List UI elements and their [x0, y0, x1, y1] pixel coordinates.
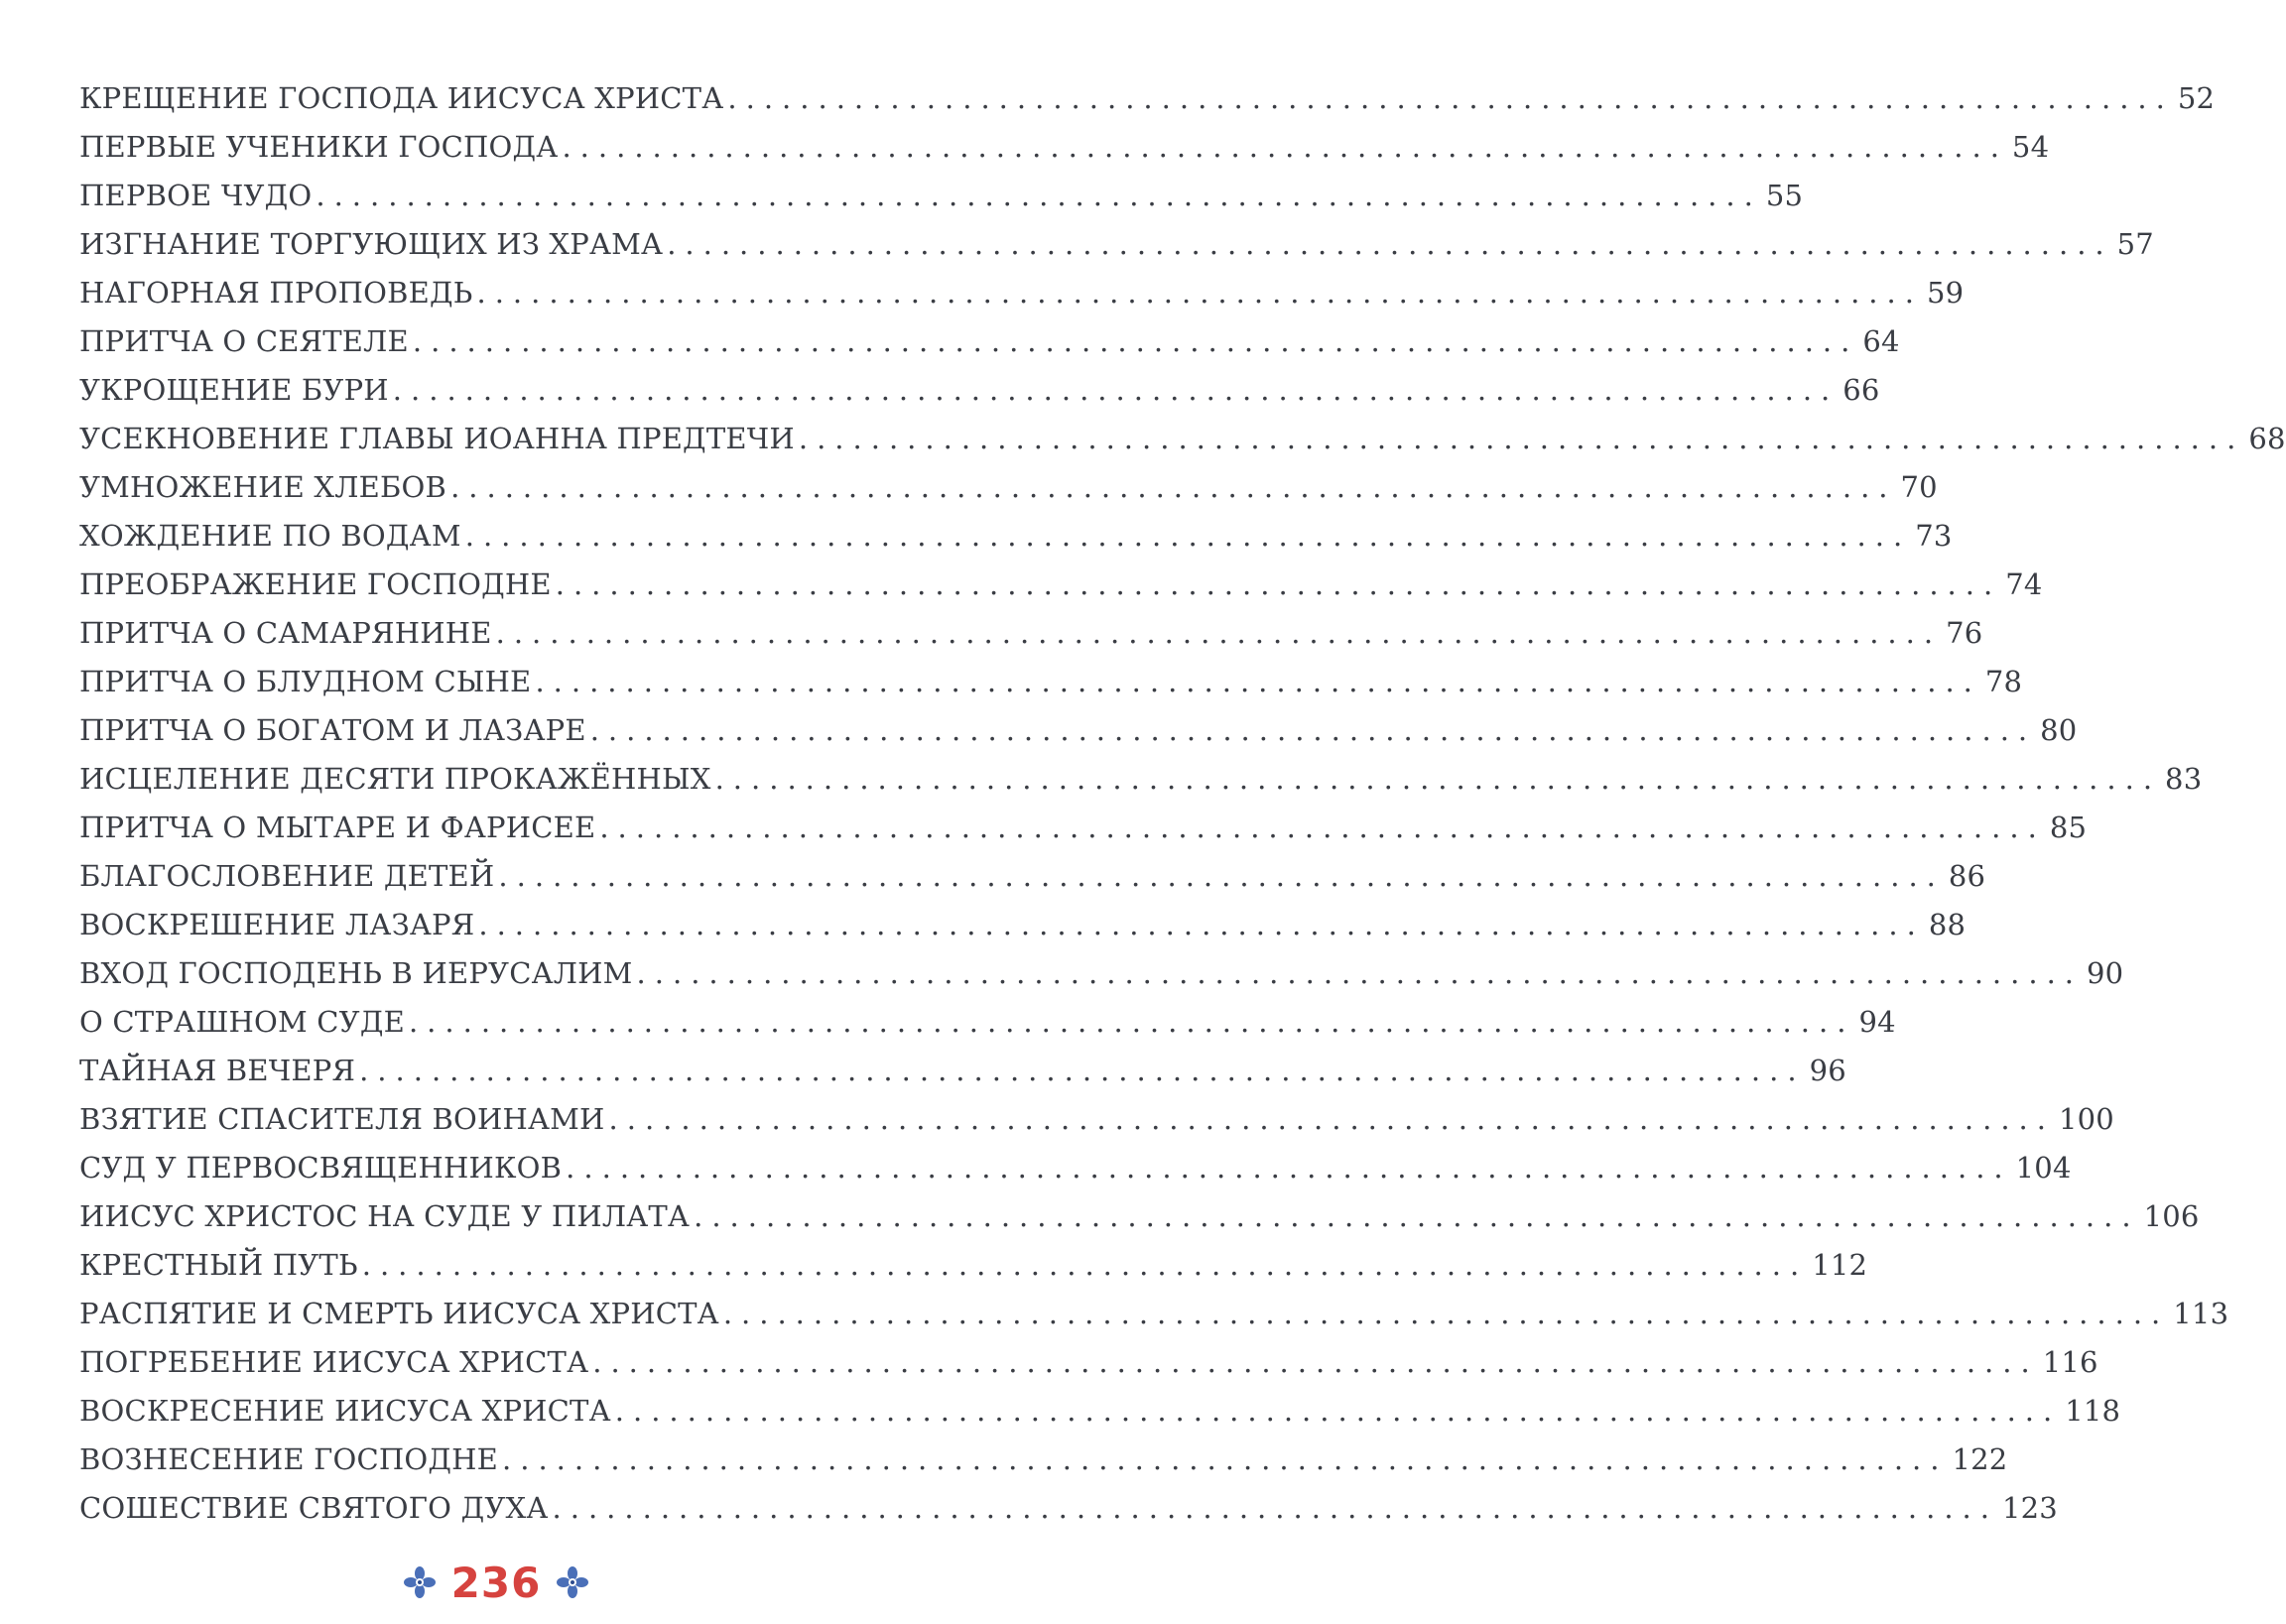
toc-entry-title: РАСПЯТИЕ И СМЕРТЬ ИИСУСА ХРИСТА	[79, 1297, 719, 1330]
toc-entry-page: 78	[1984, 665, 2023, 698]
toc-entry-title: ПРИТЧА О СЕЯТЕЛЕ	[79, 324, 409, 358]
dot-leader: ................................................................................	[562, 130, 2008, 164]
toc-entry	[79, 1192, 2200, 1241]
dot-leader: ................................................................................	[667, 227, 2113, 261]
toc-entry-title: ВХОД ГОСПОДЕНЬ В ИЕРУСАЛИМ	[79, 956, 633, 990]
toc-entry-title: КРЕЩЕНИЕ ГОСПОДА ИИСУСА ХРИСТА	[79, 81, 724, 115]
toc-entry-page: 54	[2011, 130, 2050, 164]
toc-entry-title: ИИСУС ХРИСТОС НА СУДЕ У ПИЛАТА	[79, 1199, 691, 1233]
toc-entry-page: 68	[2248, 422, 2286, 455]
dot-leader: ................................................................................	[555, 567, 2002, 601]
toc-entry-title: ВЗЯТИЕ СПАСИТЕЛЯ ВОИНАМИ	[79, 1102, 605, 1136]
table-of-contents	[79, 74, 2286, 1533]
toc-entry	[79, 269, 1965, 317]
toc-entry	[79, 998, 1896, 1047]
dot-leader: ................................................................................	[359, 1054, 1806, 1087]
dot-leader: ................................................................................	[599, 811, 2046, 844]
toc-entry	[79, 1387, 2121, 1436]
dot-leader: ................................................................................	[476, 276, 1923, 310]
toc-entry	[79, 901, 1967, 949]
toc-entry-page: 74	[2005, 567, 2043, 601]
toc-entry-page: 112	[1812, 1248, 1868, 1282]
toc-entry-page: 90	[2087, 956, 2124, 990]
toc-entry	[79, 1290, 2229, 1338]
toc-entry	[79, 1095, 2114, 1144]
toc-entry	[79, 755, 2203, 804]
dot-leader: ................................................................................	[727, 81, 2174, 115]
toc-entry-title: ВОЗНЕСЕНИЕ ГОСПОДНЕ	[79, 1442, 499, 1476]
toc-entry-page: 94	[1858, 1005, 1896, 1039]
toc-entry-page: 86	[1948, 859, 1986, 893]
page-footer	[0, 1553, 992, 1612]
dot-leader: ................................................................................	[614, 1394, 2062, 1428]
toc-entry-title: ПРЕОБРАЖЕНИЕ ГОСПОДНЕ	[79, 567, 552, 601]
toc-entry-title: СОШЕСТВИЕ СВЯТОГО ДУХА	[79, 1491, 549, 1525]
toc-entry-title: ПОГРЕБЕНИЕ ИИСУСА ХРИСТА	[79, 1345, 589, 1379]
toc-entry-title: ПРИТЧА О САМАРЯНИНЕ	[79, 616, 492, 650]
dot-leader: ................................................................................	[464, 519, 1912, 553]
toc-entry-title: ХОЖДЕНИЕ ПО ВОДАМ	[79, 519, 461, 553]
toc-entry-page: 76	[1946, 616, 1983, 650]
toc-entry-title: ПРИТЧА О БОГАТОМ И ЛАЗАРЕ	[79, 713, 586, 747]
toc-entry-title: О СТРАШНОМ СУДЕ	[79, 1005, 405, 1039]
toc-entry-title: ПРИТЧА О МЫТАРЕ И ФАРИСЕЕ	[79, 811, 596, 844]
dot-leader: ................................................................................	[535, 665, 1981, 698]
dot-leader: ................................................................................	[592, 1345, 2039, 1379]
flower-icon	[555, 1564, 590, 1600]
flower-icon	[402, 1564, 438, 1600]
toc-entry-page: 96	[1809, 1054, 1846, 1087]
toc-entry-page: 59	[1926, 276, 1965, 310]
toc-entry-page: 57	[2116, 227, 2154, 261]
dot-leader: ................................................................................	[566, 1151, 2012, 1185]
toc-entry-title: УСЕКНОВЕНИЕ ГЛАВЫ ИОАННА ПРЕДТЕЧИ	[79, 422, 795, 455]
toc-entry-page: 64	[1862, 324, 1900, 358]
toc-entry	[79, 1047, 1846, 1095]
toc-entry	[79, 1484, 2058, 1533]
toc-entry-page: 66	[1842, 373, 1880, 407]
toc-entry	[79, 1241, 1868, 1290]
toc-entry	[79, 706, 2078, 755]
dot-leader: ................................................................................	[608, 1102, 2055, 1136]
toc-entry	[79, 1144, 2072, 1192]
toc-entry-page: 52	[2177, 81, 2216, 115]
toc-entry	[79, 366, 1880, 415]
toc-entry	[79, 949, 2124, 998]
toc-entry-title: СУД У ПЕРВОСВЯЩЕННИКОВ	[79, 1151, 563, 1185]
dot-leader: ................................................................................	[495, 616, 1943, 650]
toc-entry	[79, 658, 2023, 706]
dot-leader: ................................................................................	[478, 908, 1925, 941]
toc-entry-title: ВОСКРЕСЕНИЕ ИИСУСА ХРИСТА	[79, 1394, 611, 1428]
dot-leader: ................................................................................	[392, 373, 1840, 407]
toc-entry	[79, 123, 2050, 172]
toc-entry-page: 70	[1900, 470, 1938, 504]
toc-entry	[79, 415, 2286, 463]
toc-entry-page: 118	[2065, 1394, 2121, 1428]
toc-entry	[79, 1338, 2098, 1387]
toc-entry-page: 116	[2042, 1345, 2098, 1379]
dot-leader: ................................................................................	[798, 422, 2245, 455]
toc-entry-page: 88	[1928, 908, 1967, 941]
toc-entry-title: УКРОЩЕНИЕ БУРИ	[79, 373, 389, 407]
toc-entry	[79, 74, 2216, 123]
dot-leader: ................................................................................	[316, 179, 1762, 212]
dot-leader: ................................................................................	[450, 470, 1897, 504]
toc-entry-title: ПРИТЧА О БЛУДНОМ СЫНЕ	[79, 665, 532, 698]
dot-leader: ................................................................................	[694, 1199, 2140, 1233]
toc-entry-title: ПЕРВЫЕ УЧЕНИКИ ГОСПОДА	[79, 130, 559, 164]
toc-entry	[79, 852, 1986, 901]
dot-leader: ................................................................................	[412, 324, 1859, 358]
toc-entry	[79, 609, 1983, 658]
dot-leader: ................................................................................	[589, 713, 2037, 747]
toc-entry	[79, 512, 1953, 561]
toc-entry-title: ИЗГНАНИЕ ТОРГУЮЩИХ ИЗ ХРАМА	[79, 227, 664, 261]
toc-entry-page: 83	[2165, 762, 2203, 796]
page-number: 236	[450, 1558, 542, 1607]
toc-entry-page: 106	[2143, 1199, 2200, 1233]
dot-leader: ................................................................................	[361, 1248, 1809, 1282]
dot-leader: ................................................................................	[714, 762, 2162, 796]
toc-entry	[79, 1436, 2008, 1484]
dot-leader: ................................................................................	[498, 859, 1945, 893]
toc-entry-page: 113	[2173, 1297, 2229, 1330]
toc-entry-title: НАГОРНАЯ ПРОПОВЕДЬ	[79, 276, 473, 310]
toc-entry-page: 85	[2049, 811, 2088, 844]
dot-leader: ................................................................................	[552, 1491, 1998, 1525]
toc-entry	[79, 317, 1900, 366]
toc-entry-page: 80	[2040, 713, 2078, 747]
toc-entry-title: БЛАГОСЛОВЕНИЕ ДЕТЕЙ	[79, 859, 495, 893]
toc-entry-title: КРЕСТНЫЙ ПУТЬ	[79, 1248, 358, 1282]
dot-leader: ................................................................................	[722, 1297, 2170, 1330]
toc-entry-title: ВОСКРЕШЕНИЕ ЛАЗАРЯ	[79, 908, 475, 941]
toc-entry	[79, 561, 2043, 609]
toc-entry-page: 55	[1765, 179, 1804, 212]
dot-leader: ................................................................................	[408, 1005, 1855, 1039]
toc-entry-title: ПЕРВОЕ ЧУДО	[79, 179, 313, 212]
toc-entry	[79, 804, 2088, 852]
toc-entry-title: УМНОЖЕНИЕ ХЛЕБОВ	[79, 470, 447, 504]
toc-entry-page: 100	[2058, 1102, 2114, 1136]
toc-entry-page: 122	[1952, 1442, 2008, 1476]
dot-leader: ................................................................................	[502, 1442, 1949, 1476]
toc-entry-title: ТАЙНАЯ ВЕЧЕРЯ	[79, 1054, 356, 1087]
toc-entry-page: 73	[1915, 519, 1953, 553]
toc-entry	[79, 220, 2154, 269]
toc-entry-page: 104	[2015, 1151, 2072, 1185]
toc-entry-page: 123	[2002, 1491, 2058, 1525]
toc-entry	[79, 463, 1938, 512]
dot-leader: ................................................................................	[636, 956, 2084, 990]
toc-entry-title: ИСЦЕЛЕНИЕ ДЕСЯТИ ПРОКАЖЁННЫХ	[79, 762, 711, 796]
toc-entry	[79, 172, 1804, 220]
